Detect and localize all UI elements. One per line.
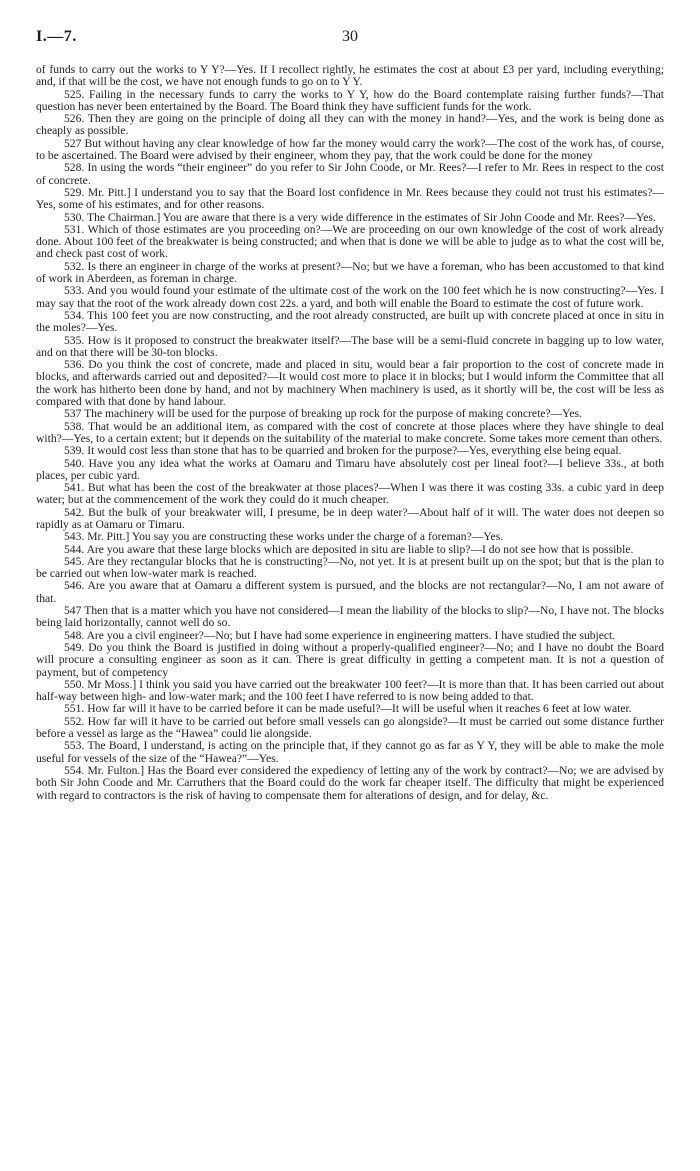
paragraph-text: And you would found your estimate of the ultimate cost of the work on the 100 feet which he is now constructing?—Yes. I may say that the root of the work already down cost 22s. a yard, and both will enable the Board to estimate the cost of future work. [36, 284, 664, 310]
question-number: 531. [64, 222, 85, 236]
question-number: 541. [64, 481, 85, 495]
paragraph-text: It would cost less than stone that has to be quarried and broken for the purpose?—Yes, everything else being equal. [87, 444, 622, 458]
paragraph-text: Mr. Pitt.] You say you are constructing these works under the charge of a foreman?—Yes. [87, 530, 504, 544]
question-paragraph [36, 679, 664, 704]
question-paragraph [36, 580, 664, 605]
paragraph-text: But what has been the cost of the breakwater at those places?—When I was there it was costing 33s. a cubic yard in deep water; but at the commencement of the work they could do it much cheaper. [36, 481, 664, 507]
question-paragraph [36, 285, 664, 310]
question-paragraph [36, 224, 664, 261]
question-paragraph [36, 605, 664, 630]
question-paragraph [36, 310, 664, 335]
question-paragraph [36, 642, 664, 679]
paragraph-text: Then that is a matter which you have not considered—I mean the liability of the blocks to slip?—No, I have not. The blocks being laid horizontally, cannot well do so. [36, 604, 664, 630]
question-number: 544. [64, 542, 85, 556]
question-paragraph [36, 89, 664, 114]
question-number: 538. [64, 419, 85, 433]
question-paragraph [36, 187, 664, 212]
question-number: 549. [64, 640, 85, 654]
question-number: 530. [64, 210, 85, 224]
document-body [36, 64, 664, 802]
question-number: 529. [64, 185, 85, 199]
question-number: 525. [64, 87, 85, 101]
question-paragraph [36, 138, 664, 163]
question-paragraph [36, 162, 664, 187]
question-paragraph [36, 359, 664, 408]
paragraph-text: Are they rectangular blocks that he is constructing?—No, not yet. It is at present built up on the spot; but that is the plan to be carried out when low-water mark is reached. [36, 554, 664, 581]
question-number: 539. [64, 444, 85, 458]
paragraph-text: Have you any idea what the works at Oamaru and Timaru have absolutely cost per lineal foot?—I believe 33s., at both places, per cubic yard. [36, 456, 665, 482]
question-paragraph [36, 716, 664, 741]
paragraph-text: Mr. Pitt.] I understand you to say that the Board lost confidence in Mr. Rees because they could not trust his estimates?—Yes, some of his estimates, and for other reasons. [36, 185, 664, 212]
paragraph-text: In using the words “their engineer” do you refer to Sir John Coode, or Mr. Rees?—I refer to Mr. Rees in respect to the cost of concrete. [36, 161, 664, 187]
question-number: 534. [64, 308, 85, 322]
paragraph-text: Mr. Fulton.] Has the Board ever considered the expediency of letting any of the work by contract?—No; we are advised by both Sir John Coode and Mr. Carruthers that the Board could do the work far cheaper itself. The difficulty that might be experienced with regard to contractors is the risk of having to compensate them for alterations of design, and for delay, &c. [36, 763, 664, 802]
question-number: 551. [64, 702, 85, 716]
question-number: 548. [64, 628, 85, 642]
question-paragraph [36, 765, 664, 802]
paragraph-text: But the bulk of your breakwater will, I presume, be in deep water?—About half of it will. The water does not deepen so rapidly as at Oamaru or Timaru. [36, 505, 664, 531]
question-paragraph [36, 335, 664, 360]
continued-paragraph [36, 64, 664, 89]
question-number: 543. [64, 530, 85, 544]
question-number: 542. [64, 505, 85, 519]
paragraph-text: Are you aware that these large blocks which are deposited in situ are liable to slip?—I do not see how that is possible. [86, 542, 634, 556]
paragraph-text: How far will it have to be carried before it can be made useful?—It will be useful when it reaches 6 feet at low water. [87, 702, 632, 716]
paragraph-text: That would be an additional item, as compared with the cost of concrete at those places where they have shingle to deal with?—Yes, to a certain extent; but it depends on the suitability of the material to make concrete. Some takes more cement than others. [36, 419, 664, 445]
paragraph-text: Do you think the cost of concrete, made and placed in situ, would bear a fair proportion to the cost of concrete made in blocks, and afterwards carried out and deposited?—It would cost more to place it in blocks; but I would inform the Committee that all the work has hitherto been done by hand, and not by machinery When machinery is used, as it shortly will be, the cost will be less as compared with that done by hand labour. [36, 358, 664, 409]
question-paragraph [36, 740, 664, 765]
question-paragraph [36, 458, 664, 483]
paragraph-text: Which of those estimates are you proceeding on?—We are proceeding on our own knowledge of the cost of work already done. About 100 feet of the breakwater is being constructed; and when that is done we will be able to judge as to what the cost will be, and check past cost of work. [36, 222, 664, 261]
question-number: 540. [64, 456, 85, 470]
page-header [36, 28, 664, 50]
question-paragraph [36, 113, 664, 138]
page-number: 30 [342, 28, 358, 45]
question-paragraph [36, 482, 664, 507]
paragraph-text: Are you aware that at Oamaru a different system is pursued, and the blocks are not rectangular?—No, I am not aware of that. [36, 579, 664, 605]
question-number: 528. [64, 161, 85, 175]
question-number: 554. [64, 763, 85, 777]
paragraph-text: Is there an engineer in charge of the works at present?—No; but we have a foreman, who has been accustomed to that kind of work in Aberdeen, as foreman in charge. [36, 259, 664, 286]
question-number: 550. [64, 677, 85, 691]
question-paragraph [36, 507, 664, 532]
section-reference: I.—7. [36, 28, 77, 45]
paragraph-text: of funds to carry out the works to Y Y?—Yes. If I recollect rightly, he estimates the cost at about £3 per yard, including everything; and, if that will be the cost, we have not enough funds to go on to Y Y. [36, 63, 664, 89]
paragraph-text: Mr Moss.] I think you said you have carried out the breakwater 100 feet?—It is more than that. It has been carried out about half-way between high- and low-water mark; and the 100 feet I have referred to is now being added to that. [36, 677, 664, 704]
paragraph-text: Then they are going on the principle of doing all they can with the money in hand?—Yes, and the work is being done as cheaply as possible. [36, 112, 664, 138]
paragraph-text: The machinery will be used for the purpose of breaking up rock for the purpose of making concrete?—Yes. [84, 407, 582, 421]
question-number: 532. [64, 259, 85, 273]
paragraph-text: The Chairman.] You are aware that there is a very wide difference in the estimates of Sir John Coode and Mr. Rees?—Yes. [87, 210, 656, 224]
question-number: 553. [64, 739, 85, 753]
question-number: 527 [64, 136, 82, 150]
question-number: 535. [64, 333, 85, 347]
question-number: 546. [64, 579, 85, 593]
question-number: 533. [64, 284, 85, 298]
paragraph-text: How far will it have to be carried out before small vessels can go alongside?—It must be carried out some distance further before a vessel as large as the “Hawea” could lie alongside. [36, 714, 664, 741]
paragraph-text: How is it proposed to construct the breakwater itself?—The base will be a semi-fluid concrete in bagging up to low water, and on that there will be 30-ton blocks. [36, 333, 664, 359]
question-paragraph [36, 261, 664, 286]
paragraph-text: Are you a civil engineer?—No; but I have had some experience in engineering matters. I have studied the subject. [86, 628, 616, 642]
paragraph-text: Failing in the necessary funds to carry the works to Y Y, how do the Board contemplate raising further funds?—That question has never been entertained by the Board. The Board think they have sufficient funds for the work. [36, 87, 664, 113]
question-number: 552. [64, 714, 85, 728]
question-paragraph [36, 556, 664, 581]
paragraph-text: The Board, I understand, is acting on the principle that, if they cannot go as far as Y Y, they will be able to make the mole useful for vessels of the size of the “Hawea?”—Yes. [36, 739, 664, 765]
paragraph-text: This 100 feet you are now constructing, and the root already constructed, are built up with concrete placed at once in situ in the moles?—Yes. [36, 308, 664, 335]
question-number: 545. [64, 554, 85, 568]
question-number: 526. [64, 112, 85, 126]
question-number: 537 [64, 407, 82, 421]
question-number: 547 [64, 604, 82, 618]
paragraph-text: Do you think the Board is justified in doing without a properly-qualified engineer?—No; and I have no doubt the Board will procure a consulting engineer as soon as it can. There is great difficulty in getting a competent man. It is not a question of payment, but of competency [36, 640, 664, 679]
question-paragraph [36, 421, 664, 446]
question-number: 536. [64, 358, 85, 372]
paragraph-text: But without having any clear knowledge of how far the money would carry the work?—The cost of the work has, of course, to be ascertained. The Board were advised by their engineer, whom they pay, that the work could be done for the money [36, 136, 664, 163]
